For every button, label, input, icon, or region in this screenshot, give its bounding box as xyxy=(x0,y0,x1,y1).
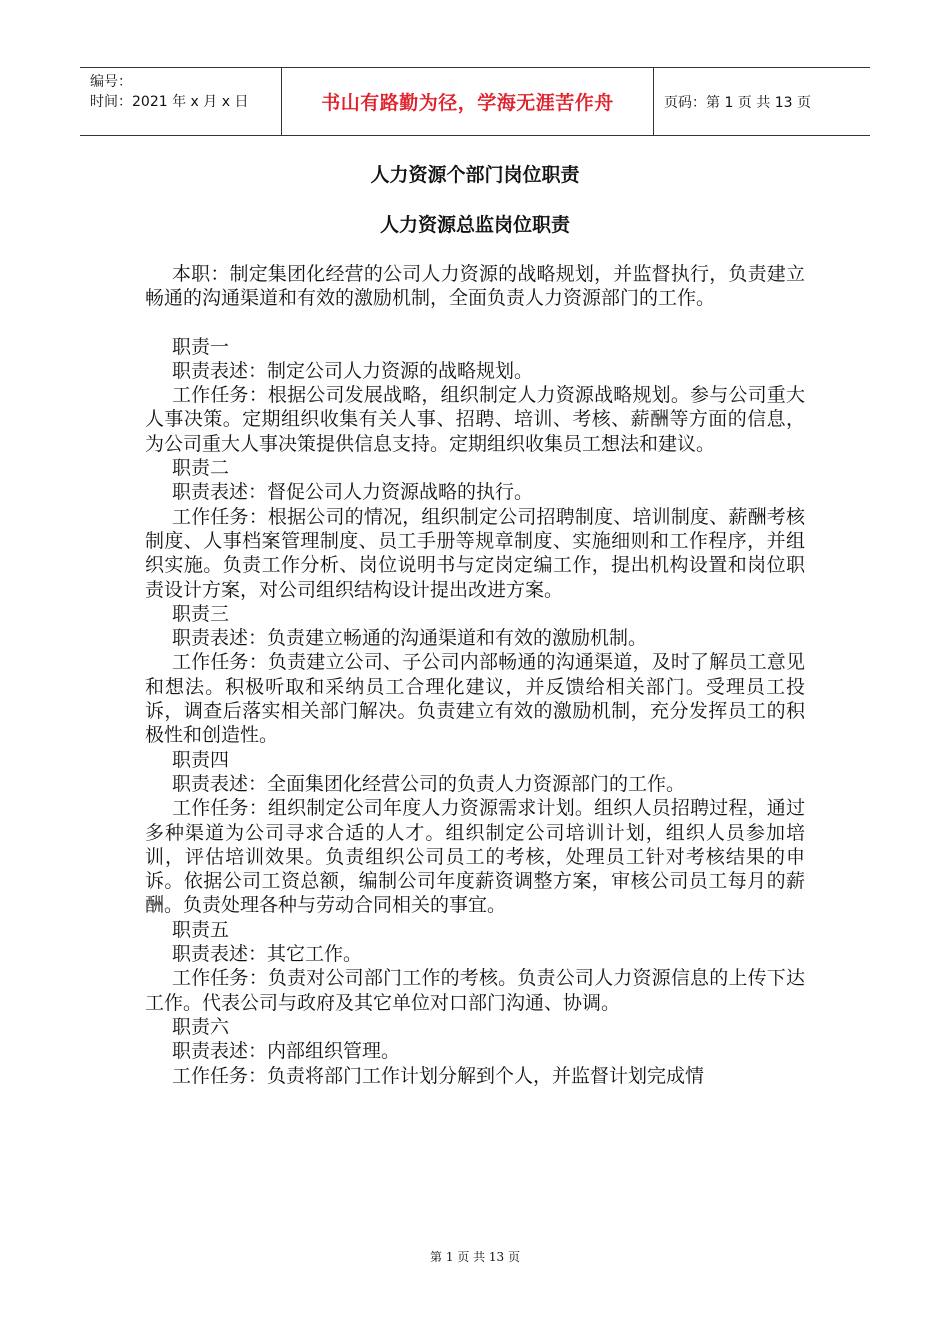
document-title: 人力资源个部门岗位职责 xyxy=(370,164,580,186)
header-table xyxy=(80,67,870,136)
motto: 书山有路勤为径，学海无涯苦作舟 xyxy=(321,92,614,114)
duty-task: 工作任务：组织制定公司年度人力资源需求计划。组织人员招聘过程，通过多种渠道为公司寻求合适的人才。组织制定公司培训计划，组织人员参加培训，评估培训效果。负责组织公司员工的考核，处理员工针对考核结果的申诉。依据公司工资总额，编制公司年度薪资调整方案，审核公司员工每月的薪酬。负责处理各种与劳动合同相关的事宜。 xyxy=(145,797,805,917)
duty-task: 工作任务：负责对公司部门工作的考核。负责公司人力资源信息的上传下达工作。代表公司与政府及其它单位对口部门沟通、协调。 xyxy=(145,967,805,1014)
spacer xyxy=(145,311,805,335)
page-footer: 第 1 页 共 13 页 xyxy=(430,1250,520,1264)
duty-heading: 职责三 xyxy=(172,602,230,625)
duty-heading: 职责四 xyxy=(172,748,230,771)
intro-paragraph: 本职：制定集团化经营的公司人力资源的战略规划，并监督执行，负责建立畅通的沟通渠道和有效的激励机制，全面负责人力资源部门的工作。 xyxy=(145,263,805,310)
duty-heading: 职责一 xyxy=(172,335,230,358)
duty-task: 工作任务：负责将部门工作计划分解到个人，并监督计划完成情 xyxy=(172,1064,705,1087)
header-meta xyxy=(80,68,282,135)
duty-heading: 职责五 xyxy=(172,918,230,941)
duty-statement: 职责表述：内部组织管理。 xyxy=(172,1040,401,1063)
duty-statement: 职责表述：制定公司人力资源的战略规划。 xyxy=(172,359,534,382)
duty-task: 工作任务：根据公司发展战略，组织制定人力资源战略规划。参与公司重大人事决策。定期组织收集有关人事、招聘、培训、考核、薪酬等方面的信息，为公司重大人事决策提供信息支持。定期组织收集员工想法和建议。 xyxy=(145,384,805,455)
header-motto-cell xyxy=(282,68,654,135)
duty-heading: 职责二 xyxy=(172,457,230,480)
duty-task: 工作任务：负责建立公司、子公司内部畅通的沟通渠道，及时了解员工意见和想法。积极听取和采纳员工合理化建议，并反馈给相关部门。受理员工投诉，调查后落实相关部门解决。负责建立有效的激励机制，充分发挥员工的积极性和创造性。 xyxy=(145,651,805,747)
duty-heading: 职责六 xyxy=(172,1015,230,1038)
duty-statement: 职责表述：全面集团化经营公司的负责人力资源部门的工作。 xyxy=(172,772,686,795)
duty-statement: 职责表述：其它工作。 xyxy=(172,943,363,966)
duty-statement: 职责表述：督促公司人力资源战略的执行。 xyxy=(172,481,534,504)
document-body xyxy=(145,262,805,1088)
number-label: 编号： xyxy=(90,74,132,90)
duty-statement: 职责表述：负责建立畅通的沟通渠道和有效的激励机制。 xyxy=(172,627,648,650)
document-subtitle: 人力资源总监岗位职责 xyxy=(379,214,570,236)
duty-task: 工作任务：根据公司的情况，组织制定公司招聘制度、培训制度、薪酬考核制度、人事档案管理制度、员工手册等规章制度、实施细则和工作程序，并组织实施。负责工作分析、岗位说明书与定岗定编工作，提出机构设置和岗位职责设计方案，对公司组织结构设计提出改进方案。 xyxy=(145,505,805,601)
time-label: 时间：2021 年 x 月 x 日 xyxy=(90,94,249,110)
page-info: 页码：第 1 页 共 13 页 xyxy=(664,94,811,111)
header-page-cell xyxy=(654,68,870,135)
